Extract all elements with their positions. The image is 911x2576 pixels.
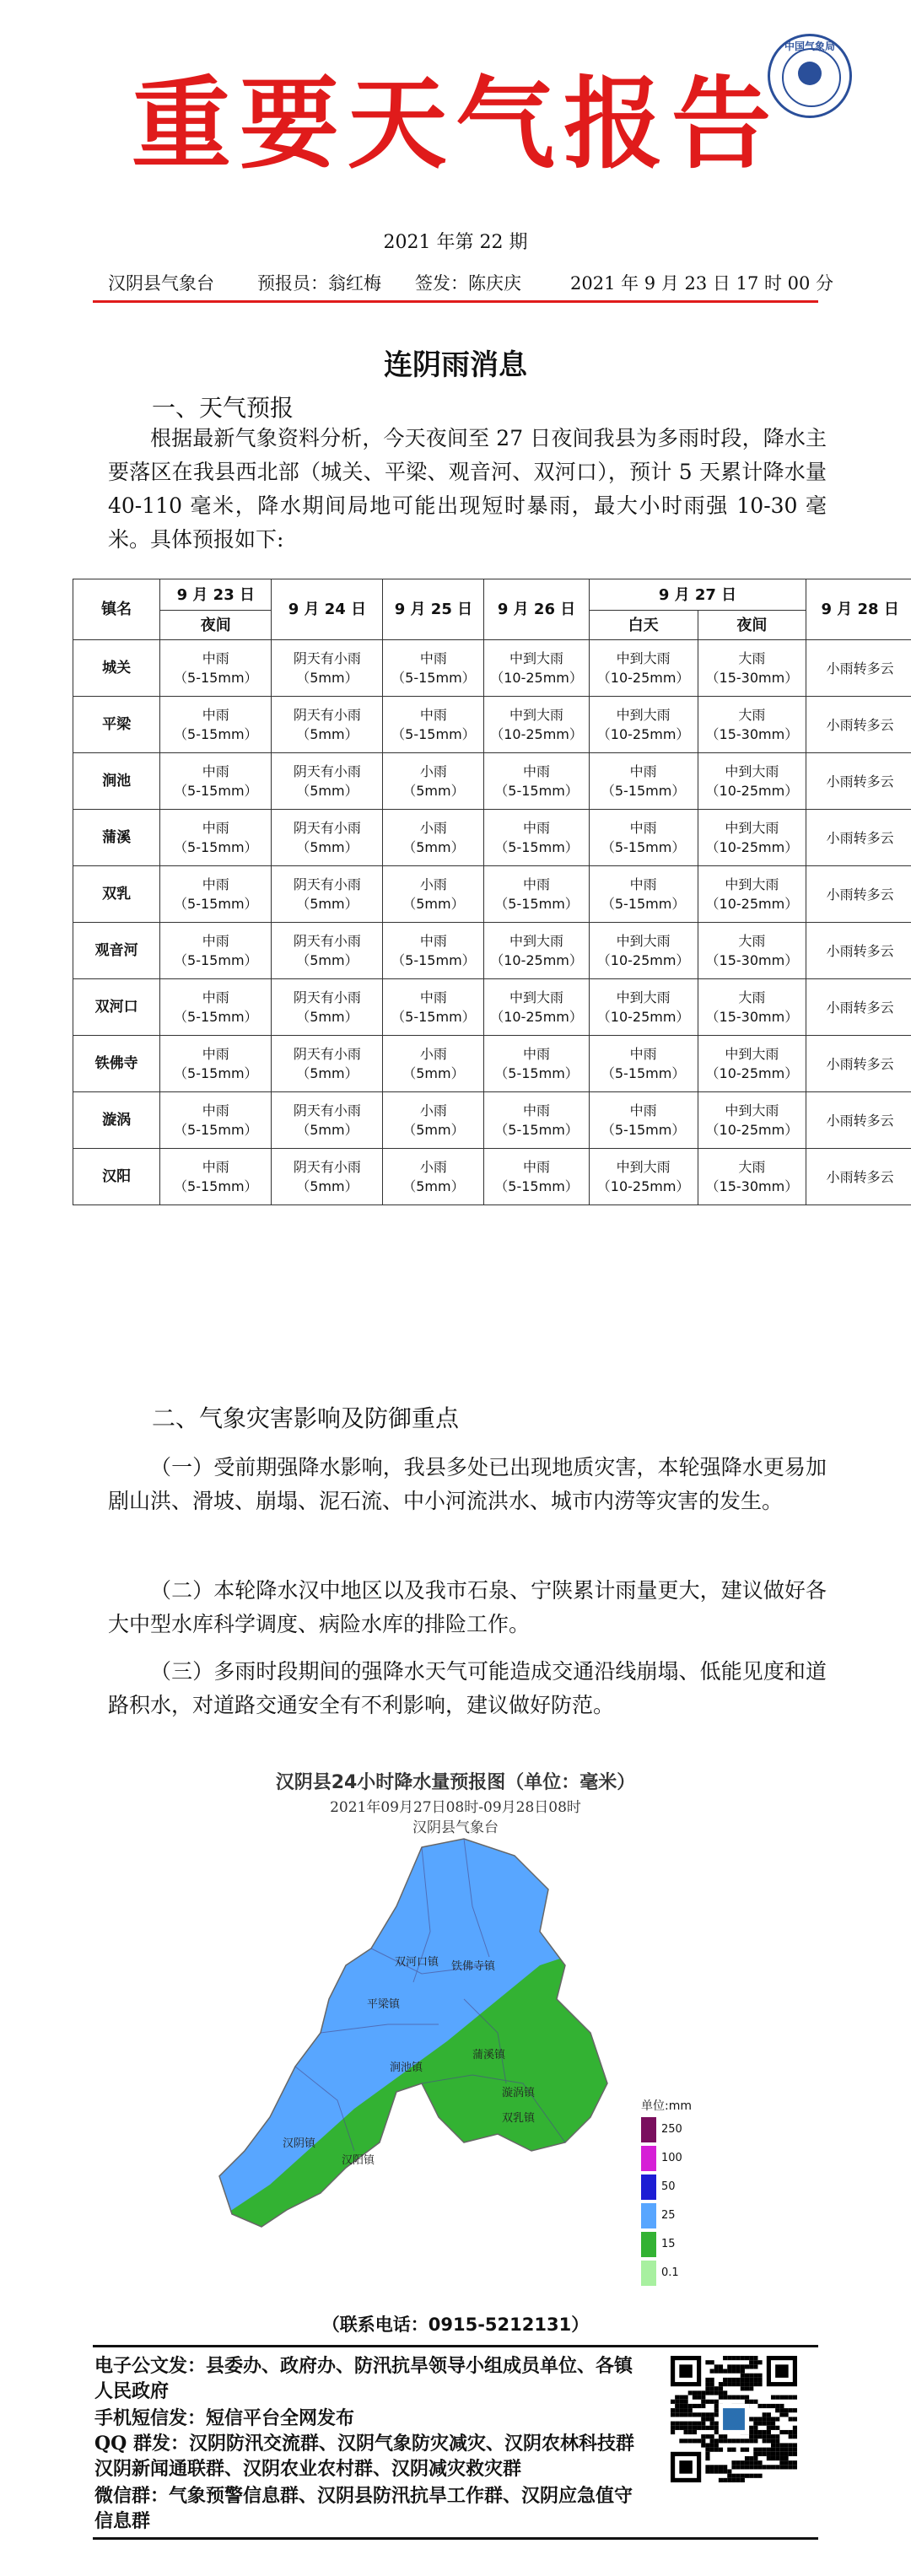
header-d25: 9 月 25 日 bbox=[383, 579, 484, 640]
weather-text: 中雨 bbox=[202, 1159, 229, 1175]
forecast-cell bbox=[698, 1092, 806, 1149]
rainfall-range: （15-30mm） bbox=[705, 952, 799, 968]
footer-sms bbox=[94, 2406, 651, 2431]
issue-number: 2021 年第 22 期 bbox=[383, 232, 528, 253]
table-row bbox=[73, 1036, 911, 1092]
weather-text: 中雨 bbox=[202, 1102, 229, 1118]
forecast-cell bbox=[160, 697, 272, 753]
forecast-cell bbox=[589, 640, 698, 697]
forecast-cell bbox=[160, 1092, 272, 1149]
forecast-cell bbox=[484, 1092, 589, 1149]
weather-text: 阴天有小雨 bbox=[293, 707, 361, 723]
weather-text: 阴天有小雨 bbox=[293, 989, 361, 1005]
qr-code-icon[interactable] bbox=[671, 2356, 797, 2482]
forecast-cell bbox=[589, 810, 698, 866]
legend-swatch bbox=[641, 2203, 656, 2228]
weather-text: 小雨 bbox=[419, 1102, 447, 1118]
weather-text: 小雨转多云 bbox=[826, 1055, 894, 1072]
header-d27-day: 白天 bbox=[589, 611, 698, 640]
footer-top-divider bbox=[93, 2345, 818, 2347]
rainfall-range: （5mm） bbox=[402, 896, 465, 912]
weather-text: 中到大雨 bbox=[616, 989, 671, 1005]
weather-text: 中雨 bbox=[419, 650, 447, 666]
forecast-cell bbox=[484, 866, 589, 923]
rainfall-range: （5-15mm） bbox=[174, 783, 258, 799]
legend-swatch bbox=[641, 2117, 656, 2142]
header-d27-night: 夜间 bbox=[698, 611, 806, 640]
town-name: 涧池 bbox=[73, 753, 160, 810]
rainfall-range: （5-15mm） bbox=[391, 1009, 476, 1025]
forecast-cell bbox=[272, 923, 383, 979]
footer-qq bbox=[94, 2431, 651, 2482]
weather-text: 中雨 bbox=[202, 989, 229, 1005]
forecast-cell bbox=[698, 866, 806, 923]
weather-text: 中到大雨 bbox=[509, 989, 564, 1005]
forecast-cell bbox=[589, 866, 698, 923]
rainfall-range: （15-30mm） bbox=[705, 726, 799, 742]
forecast-cell bbox=[589, 753, 698, 810]
weather-text: 阴天有小雨 bbox=[293, 933, 361, 949]
weather-text: 中雨 bbox=[629, 1046, 657, 1062]
forecast-cell bbox=[589, 979, 698, 1036]
map-label-hanyin: 汉阴镇 bbox=[283, 2137, 316, 2150]
rainfall-range: （10-25mm） bbox=[596, 1178, 690, 1194]
weather-text: 中到大雨 bbox=[616, 707, 671, 723]
weather-text: 小雨转多云 bbox=[826, 773, 894, 790]
forecast-cell bbox=[160, 1149, 272, 1205]
footer-sms-label: 手机短信发： bbox=[94, 2407, 207, 2429]
rainfall-range: （5mm） bbox=[296, 670, 358, 686]
forecast-cell bbox=[383, 923, 484, 979]
rainfall-range: （5-15mm） bbox=[174, 952, 258, 968]
weather-text: 中到大雨 bbox=[509, 933, 564, 949]
table-row bbox=[73, 923, 911, 979]
forecast-cell bbox=[272, 697, 383, 753]
map-label-xuanwo: 漩涡镇 bbox=[502, 2087, 536, 2099]
rainfall-range: （10-25mm） bbox=[705, 839, 799, 855]
weather-text: 小雨转多云 bbox=[826, 829, 894, 846]
weather-text: 中雨 bbox=[419, 707, 447, 723]
section-2-paragraph-3: （三）多雨时段期间的强降水天气可能造成交通沿线崩塌、低能见度和道路积水，对道路交通安全有不利影响，建议做好防范。 bbox=[108, 1659, 827, 1717]
table-row bbox=[73, 866, 911, 923]
rainfall-range: （5-15mm） bbox=[494, 1178, 579, 1194]
town-name: 铁佛寺 bbox=[73, 1036, 160, 1092]
weather-text: 中雨 bbox=[523, 763, 551, 779]
table-row bbox=[73, 640, 911, 697]
forecast-cell bbox=[383, 1092, 484, 1149]
weather-text: 阴天有小雨 bbox=[293, 1159, 361, 1175]
weather-text: 中雨 bbox=[202, 763, 229, 779]
rainfall-range: （5-15mm） bbox=[601, 783, 686, 799]
town-name: 蒲溪 bbox=[73, 810, 160, 866]
forecast-cell bbox=[383, 979, 484, 1036]
weather-text: 中到大雨 bbox=[616, 1159, 671, 1175]
weather-text: 中雨 bbox=[523, 1102, 551, 1118]
legend-swatch bbox=[641, 2232, 656, 2257]
issue-datetime: 2021 年 9 月 23 日 17 时 00 分 bbox=[570, 273, 834, 294]
weather-text: 中雨 bbox=[202, 707, 229, 723]
legend-swatch bbox=[641, 2146, 656, 2171]
table-row bbox=[73, 1092, 911, 1149]
legend-title: 单位:mm bbox=[641, 2099, 692, 2113]
table-row bbox=[73, 753, 911, 810]
signer: 签发：陈庆庆 bbox=[415, 273, 521, 294]
rainfall-range: （5-15mm） bbox=[494, 839, 579, 855]
rainfall-range: （5-15mm） bbox=[601, 1065, 686, 1081]
weather-text: 中到大雨 bbox=[725, 1102, 779, 1118]
weather-text: 中到大雨 bbox=[725, 876, 779, 892]
footer-sms-text: 短信平台全网发布 bbox=[206, 2407, 355, 2429]
town-name: 观音河 bbox=[73, 923, 160, 979]
weather-text: 大雨 bbox=[738, 933, 766, 949]
forecast-cell bbox=[589, 1092, 698, 1149]
town-name: 双乳 bbox=[73, 866, 160, 923]
forecast-cell bbox=[160, 866, 272, 923]
weather-text: 中到大雨 bbox=[509, 650, 564, 666]
forecast-cell bbox=[160, 1036, 272, 1092]
weather-text: 中雨 bbox=[629, 876, 657, 892]
forecast-cell bbox=[484, 1149, 589, 1205]
forecast-cell bbox=[272, 866, 383, 923]
forecast-cell bbox=[806, 866, 911, 923]
rainfall-range: （5mm） bbox=[296, 1065, 358, 1081]
weather-text: 小雨转多云 bbox=[826, 886, 894, 903]
forecast-cell bbox=[589, 923, 698, 979]
weather-text: 中雨 bbox=[202, 876, 229, 892]
footer-bottom-divider bbox=[93, 2537, 818, 2540]
section-2-heading: 二、气象灾害影响及防御重点 bbox=[152, 1404, 460, 1432]
weather-text: 小雨转多云 bbox=[826, 660, 894, 676]
rainfall-range: （5-15mm） bbox=[174, 1122, 258, 1138]
forecast-cell bbox=[806, 640, 911, 697]
forecast-table bbox=[73, 579, 911, 1205]
table-row bbox=[73, 979, 911, 1036]
seal-text: 中国气象局 bbox=[784, 40, 835, 52]
rainfall-range: （15-30mm） bbox=[705, 1009, 799, 1025]
rainfall-range: （10-25mm） bbox=[596, 1009, 690, 1025]
map-label-puxi: 蒲溪镇 bbox=[472, 2049, 506, 2061]
weather-text: 中雨 bbox=[202, 650, 229, 666]
section-1-paragraph: 根据最新气象资料分析，今天夜间至 27 日夜间我县为多雨时段，降水主要落区在我县西北部（城关、平梁、观音河、双河口），预计 5 天累计降水量 40-110 毫米，降水期间局地可能出现短时暴雨，最大小时雨强 10-30 毫米。具体预报如下: bbox=[108, 426, 827, 552]
map-org: 汉阴县气象台 bbox=[412, 1819, 499, 1836]
legend-value: 250 bbox=[661, 2123, 682, 2136]
map-title: 汉阴县24小时降水量预报图（单位：毫米） bbox=[275, 1772, 636, 1793]
weather-text: 小雨 bbox=[419, 1159, 447, 1175]
weather-text: 中雨 bbox=[419, 989, 447, 1005]
weather-text: 中雨 bbox=[202, 1046, 229, 1062]
rainfall-range: （5mm） bbox=[402, 1065, 465, 1081]
forecast-cell bbox=[383, 753, 484, 810]
section-2-paragraph-2: （二）本轮降水汉中地区以及我市石泉、宁陕累计雨量更大，建议做好各大中型水库科学调度、病险水库的排险工作。 bbox=[108, 1578, 827, 1636]
legend-value: 0.1 bbox=[661, 2266, 679, 2279]
town-name: 双河口 bbox=[73, 979, 160, 1036]
forecast-cell bbox=[698, 1149, 806, 1205]
map-label-tiefosi: 铁佛寺镇 bbox=[451, 1960, 496, 1973]
weather-text: 中雨 bbox=[629, 820, 657, 836]
rainfall-range: （10-25mm） bbox=[490, 726, 583, 742]
weather-text: 中雨 bbox=[629, 1102, 657, 1118]
section-2-paragraph-1: （一）受前期强降水影响，我县多处已出现地质灾害，本轮强降水更易加剧山洪、滑坡、崩塌、泥石流、中小河流洪水、城市内涝等灾害的发生。 bbox=[108, 1455, 827, 1513]
town-name: 平梁 bbox=[73, 697, 160, 753]
header-d27: 9 月 27 日 bbox=[589, 579, 806, 611]
section-1-heading: 一、天气预报 bbox=[152, 394, 294, 422]
rainfall-range: （10-25mm） bbox=[705, 896, 799, 912]
cma-seal-icon bbox=[768, 34, 852, 118]
rainfall-range: （5-15mm） bbox=[494, 1122, 579, 1138]
weather-text: 小雨转多云 bbox=[826, 1112, 894, 1129]
forecast-cell bbox=[383, 640, 484, 697]
rainfall-range: （5mm） bbox=[296, 1178, 358, 1194]
rainfall-range: （15-30mm） bbox=[705, 1178, 799, 1194]
rainfall-range: （10-25mm） bbox=[490, 1009, 583, 1025]
weather-text: 中雨 bbox=[523, 1046, 551, 1062]
header-town: 镇名 bbox=[73, 579, 160, 640]
legend-value: 50 bbox=[661, 2180, 676, 2193]
report-title: 重要天气报告 bbox=[131, 66, 779, 182]
weather-text: 中雨 bbox=[523, 876, 551, 892]
rainfall-range: （15-30mm） bbox=[705, 670, 799, 686]
legend-value: 100 bbox=[661, 2152, 682, 2164]
weather-text: 小雨 bbox=[419, 763, 447, 779]
rainfall-range: （5-15mm） bbox=[174, 1065, 258, 1081]
forecast-cell bbox=[484, 1036, 589, 1092]
weather-text: 中雨 bbox=[629, 763, 657, 779]
rainfall-range: （5mm） bbox=[296, 1009, 358, 1025]
weather-text: 小雨转多云 bbox=[826, 999, 894, 1016]
weather-text: 大雨 bbox=[738, 1159, 766, 1175]
rainfall-range: （5mm） bbox=[296, 783, 358, 799]
forecast-cell bbox=[698, 697, 806, 753]
rainfall-range: （5-15mm） bbox=[601, 1122, 686, 1138]
rainfall-range: （10-25mm） bbox=[596, 726, 690, 742]
legend-swatch bbox=[641, 2175, 656, 2200]
map-label-pingliang: 平梁镇 bbox=[367, 1998, 401, 2011]
weather-text: 中雨 bbox=[202, 820, 229, 836]
weather-text: 中到大雨 bbox=[509, 707, 564, 723]
forecast-cell bbox=[806, 810, 911, 866]
weather-text: 大雨 bbox=[738, 989, 766, 1005]
forecast-cell bbox=[806, 1036, 911, 1092]
legend-value: 25 bbox=[661, 2209, 676, 2222]
header-d23-night: 夜间 bbox=[160, 611, 272, 640]
rainfall-range: （5-15mm） bbox=[391, 670, 476, 686]
forecast-cell bbox=[484, 923, 589, 979]
rainfall-range: （5-15mm） bbox=[174, 670, 258, 686]
rainfall-range: （5mm） bbox=[402, 783, 465, 799]
rainfall-range: （5-15mm） bbox=[174, 1009, 258, 1025]
town-name: 汉阳 bbox=[73, 1149, 160, 1205]
weather-text: 阴天有小雨 bbox=[293, 876, 361, 892]
legend-swatch bbox=[641, 2261, 656, 2286]
document-title: 连阴雨消息 bbox=[384, 348, 527, 382]
map-label-hanyang: 汉阳镇 bbox=[342, 2154, 375, 2167]
rainfall-range: （5mm） bbox=[296, 952, 358, 968]
forecaster: 预报员：翁红梅 bbox=[257, 273, 381, 294]
rainfall-range: （5-15mm） bbox=[494, 783, 579, 799]
rainfall-range: （10-25mm） bbox=[490, 670, 583, 686]
weather-text: 阴天有小雨 bbox=[293, 820, 361, 836]
forecast-cell bbox=[160, 979, 272, 1036]
rainfall-range: （5-15mm） bbox=[174, 726, 258, 742]
rainfall-range: （5mm） bbox=[296, 839, 358, 855]
forecast-cell bbox=[484, 810, 589, 866]
weather-text: 小雨转多云 bbox=[826, 716, 894, 733]
forecast-cell bbox=[160, 640, 272, 697]
weather-text: 中雨 bbox=[523, 820, 551, 836]
header-d26: 9 月 26 日 bbox=[484, 579, 589, 640]
rainfall-range: （5-15mm） bbox=[174, 1178, 258, 1194]
forecast-cell bbox=[160, 923, 272, 979]
table-row bbox=[73, 810, 911, 866]
rainfall-range: （5-15mm） bbox=[494, 1065, 579, 1081]
weather-text: 小雨 bbox=[419, 1046, 447, 1062]
weather-text: 大雨 bbox=[738, 707, 766, 723]
header-divider bbox=[93, 300, 818, 303]
rainfall-range: （5-15mm） bbox=[391, 726, 476, 742]
forecast-cell bbox=[698, 1036, 806, 1092]
weather-text: 中雨 bbox=[202, 933, 229, 949]
rainfall-range: （5-15mm） bbox=[174, 896, 258, 912]
rainfall-range: （5mm） bbox=[296, 896, 358, 912]
rainfall-range: （5mm） bbox=[402, 1122, 465, 1138]
forecast-cell bbox=[698, 640, 806, 697]
forecast-cell bbox=[383, 810, 484, 866]
rainfall-range: （5-15mm） bbox=[601, 839, 686, 855]
forecast-cell bbox=[160, 753, 272, 810]
footer-qq-label: QQ 群发： bbox=[94, 2433, 189, 2455]
weather-text: 阴天有小雨 bbox=[293, 1046, 361, 1062]
forecast-cell bbox=[698, 810, 806, 866]
forecast-cell bbox=[806, 979, 911, 1036]
forecast-cell bbox=[160, 810, 272, 866]
header-d24: 9 月 24 日 bbox=[272, 579, 383, 640]
issuing-org: 汉阴县气象台 bbox=[108, 273, 214, 294]
header-d23: 9 月 23 日 bbox=[160, 579, 272, 611]
forecast-cell bbox=[383, 866, 484, 923]
forecast-cell bbox=[272, 753, 383, 810]
forecast-cell bbox=[698, 979, 806, 1036]
forecast-cell bbox=[272, 640, 383, 697]
table-row bbox=[73, 697, 911, 753]
weather-text: 小雨转多云 bbox=[826, 1168, 894, 1185]
forecast-cell bbox=[806, 753, 911, 810]
forecast-cell bbox=[589, 1149, 698, 1205]
table-row bbox=[73, 1149, 911, 1205]
header-d28: 9 月 28 日 bbox=[806, 579, 911, 640]
weather-text: 中雨 bbox=[523, 1159, 551, 1175]
weather-text: 阴天有小雨 bbox=[293, 1102, 361, 1118]
rainfall-range: （10-25mm） bbox=[490, 952, 583, 968]
forecast-cell bbox=[806, 697, 911, 753]
footer-wechat-label: 微信群： bbox=[94, 2485, 170, 2507]
forecast-cell bbox=[272, 1149, 383, 1205]
weather-text: 阴天有小雨 bbox=[293, 763, 361, 779]
forecast-cell bbox=[383, 697, 484, 753]
footer-qq-text: 汉阴防汛交流群、汉阴气象防灾减灾、汉阴农林科技群汉阴新闻通联群、汉阴农业农村群、汉阴减灾救灾群 bbox=[94, 2433, 635, 2480]
rainfall-range: （10-25mm） bbox=[596, 952, 690, 968]
rainfall-range: （10-25mm） bbox=[705, 1122, 799, 1138]
town-name: 城关 bbox=[73, 640, 160, 697]
forecast-cell bbox=[806, 923, 911, 979]
rainfall-range: （5mm） bbox=[296, 1122, 358, 1138]
rainfall-range: （5mm） bbox=[296, 726, 358, 742]
weather-text: 阴天有小雨 bbox=[293, 650, 361, 666]
forecast-cell bbox=[589, 1036, 698, 1092]
forecast-cell bbox=[383, 1036, 484, 1092]
map-label-shuangru: 双乳镇 bbox=[502, 2112, 536, 2125]
legend-value: 15 bbox=[661, 2238, 676, 2250]
forecast-cell bbox=[484, 640, 589, 697]
rainfall-range: （10-25mm） bbox=[705, 1065, 799, 1081]
weather-text: 中到大雨 bbox=[616, 933, 671, 949]
forecast-cell bbox=[698, 753, 806, 810]
forecast-cell bbox=[272, 810, 383, 866]
weather-text: 小雨 bbox=[419, 876, 447, 892]
weather-text: 小雨 bbox=[419, 820, 447, 836]
forecast-cell bbox=[589, 697, 698, 753]
weather-text: 中到大雨 bbox=[725, 763, 779, 779]
weather-text: 中到大雨 bbox=[725, 820, 779, 836]
forecast-cell bbox=[484, 753, 589, 810]
weather-text: 小雨转多云 bbox=[826, 942, 894, 959]
map-time-range: 2021年09月27日08时-09月28日08时 bbox=[330, 1799, 581, 1816]
rainfall-range: （5-15mm） bbox=[494, 896, 579, 912]
rainfall-range: （5mm） bbox=[402, 839, 465, 855]
footer-email-label: 电子公文发： bbox=[94, 2355, 207, 2377]
forecast-cell bbox=[272, 979, 383, 1036]
weather-text: 中到大雨 bbox=[616, 650, 671, 666]
rainfall-range: （10-25mm） bbox=[596, 670, 690, 686]
forecast-cell bbox=[806, 1149, 911, 1205]
forecast-cell bbox=[698, 923, 806, 979]
forecast-cell bbox=[272, 1092, 383, 1149]
footer-wechat-text: 气象预警信息群、汉阴县防汛抗旱工作群、汉阴应急值守信息群 bbox=[94, 2485, 633, 2532]
precipitation-map bbox=[169, 1830, 641, 2252]
weather-text: 中到大雨 bbox=[725, 1046, 779, 1062]
forecast-cell bbox=[484, 697, 589, 753]
map-label-jianchi: 涧池镇 bbox=[390, 2061, 423, 2074]
rainfall-range: （10-25mm） bbox=[705, 783, 799, 799]
forecast-cell bbox=[484, 979, 589, 1036]
forecast-cell bbox=[272, 1036, 383, 1092]
contact-phone: （联系电话：0915-5212131） bbox=[321, 2315, 590, 2335]
weather-text: 中雨 bbox=[419, 933, 447, 949]
rainfall-range: （5-15mm） bbox=[174, 839, 258, 855]
rainfall-range: （5-15mm） bbox=[601, 896, 686, 912]
footer-email bbox=[94, 2353, 651, 2404]
footer-wechat bbox=[94, 2483, 651, 2534]
rainfall-range: （5-15mm） bbox=[391, 952, 476, 968]
rainfall-range: （5mm） bbox=[402, 1178, 465, 1194]
forecast-cell bbox=[383, 1149, 484, 1205]
map-label-shuanghekou: 双河口镇 bbox=[395, 1956, 439, 1969]
weather-text: 大雨 bbox=[738, 650, 766, 666]
footer-email-text: 县委办、政府办、防汛抗旱领导小组成员单位、各镇人民政府 bbox=[94, 2355, 633, 2402]
town-name: 漩涡 bbox=[73, 1092, 160, 1149]
forecast-cell bbox=[806, 1092, 911, 1149]
